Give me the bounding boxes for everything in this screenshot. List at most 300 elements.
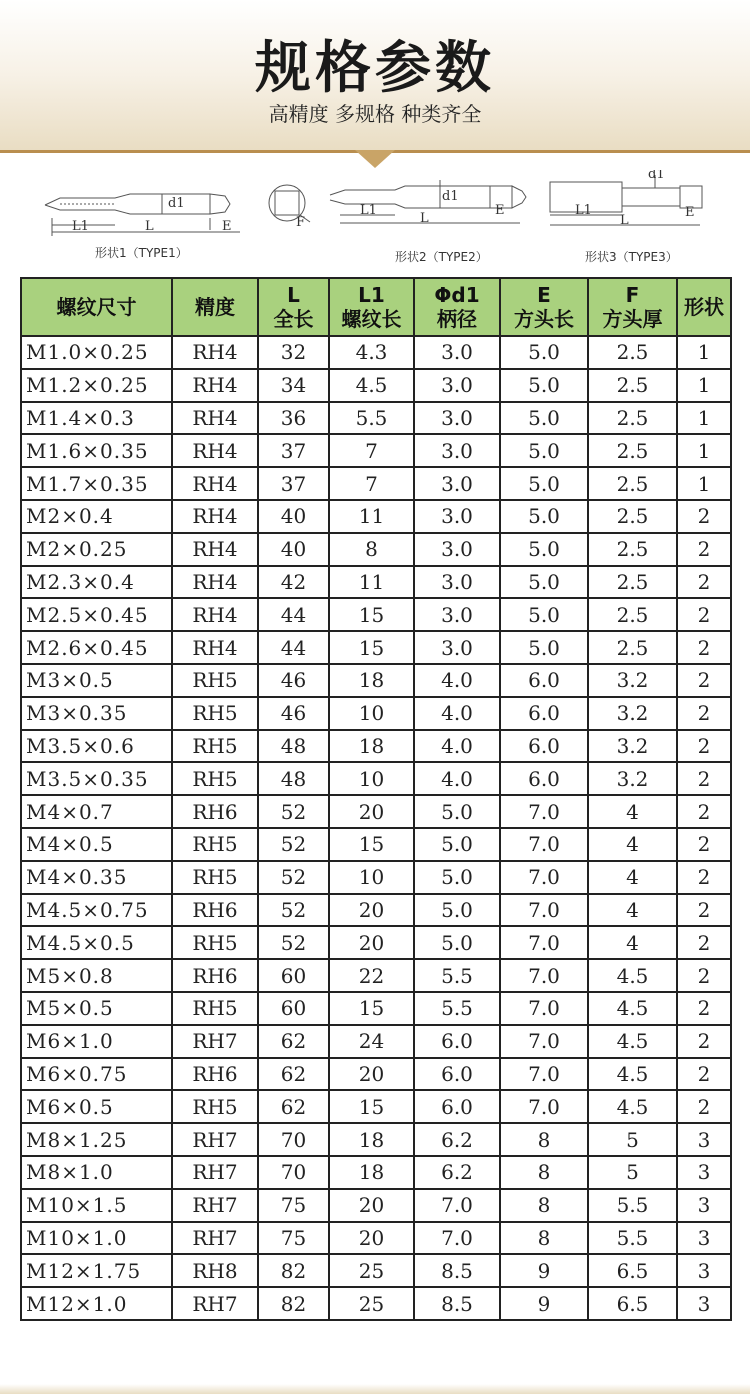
cell-total-length: 82	[258, 1287, 329, 1320]
cell-square-length: 7.0	[500, 861, 588, 894]
cell-square-thickness: 5.5	[588, 1189, 677, 1222]
cell-shape: 2	[677, 1025, 731, 1058]
cell-thread-size: M4×0.35	[21, 861, 172, 894]
cell-thread-length: 20	[329, 1058, 414, 1091]
cell-thread-length: 20	[329, 926, 414, 959]
cell-square-length: 7.0	[500, 992, 588, 1025]
cell-total-length: 60	[258, 959, 329, 992]
cell-square-length: 9	[500, 1287, 588, 1320]
cell-shank-diameter: 7.0	[414, 1189, 500, 1222]
cell-total-length: 48	[258, 762, 329, 795]
table-row	[21, 697, 731, 730]
table-row	[21, 795, 731, 828]
cell-total-length: 75	[258, 1222, 329, 1255]
table-row	[21, 1025, 731, 1058]
cell-precision: RH5	[172, 861, 258, 894]
table-row	[21, 926, 731, 959]
cell-total-length: 44	[258, 631, 329, 664]
cell-total-length: 75	[258, 1189, 329, 1222]
cell-square-length: 7.0	[500, 828, 588, 861]
cell-shank-diameter: 3.0	[414, 598, 500, 631]
cell-shape: 2	[677, 1090, 731, 1123]
cell-total-length: 52	[258, 894, 329, 927]
cell-total-length: 60	[258, 992, 329, 1025]
page-title: 规格参数	[255, 36, 495, 101]
table-row	[21, 598, 731, 631]
cell-shape: 3	[677, 1123, 731, 1156]
cell-precision: RH5	[172, 730, 258, 763]
cell-square-length: 7.0	[500, 894, 588, 927]
cell-shape: 2	[677, 533, 731, 566]
cell-thread-length: 7	[329, 467, 414, 500]
table-row	[21, 1090, 731, 1123]
cell-square-length: 5.0	[500, 500, 588, 533]
cell-shape: 1	[677, 369, 731, 402]
cell-shape: 2	[677, 566, 731, 599]
cell-square-thickness: 4	[588, 894, 677, 927]
cell-thread-size: M8×1.25	[21, 1123, 172, 1156]
cell-shape: 2	[677, 664, 731, 697]
cell-shank-diameter: 3.0	[414, 402, 500, 435]
cell-precision: RH7	[172, 1156, 258, 1189]
cell-shank-diameter: 3.0	[414, 533, 500, 566]
table-row	[21, 861, 731, 894]
cell-shape: 1	[677, 434, 731, 467]
cell-total-length: 44	[258, 598, 329, 631]
cell-shank-diameter: 3.0	[414, 631, 500, 664]
cell-square-length: 5.0	[500, 598, 588, 631]
cell-precision: RH5	[172, 926, 258, 959]
cell-thread-size: M1.4×0.3	[21, 402, 172, 435]
cell-square-thickness: 6.5	[588, 1254, 677, 1287]
cell-precision: RH5	[172, 697, 258, 730]
cell-thread-length: 20	[329, 795, 414, 828]
cell-shank-diameter: 3.0	[414, 566, 500, 599]
header-thread-length: L1 螺纹长	[329, 278, 414, 336]
type2-l1-label: L1	[360, 203, 377, 218]
cell-square-thickness: 3.2	[588, 730, 677, 763]
cell-shank-diameter: 7.0	[414, 1222, 500, 1255]
table-row	[21, 402, 731, 435]
table-header-row	[21, 278, 731, 336]
cell-total-length: 37	[258, 467, 329, 500]
cell-thread-size: M4.5×0.75	[21, 894, 172, 927]
cell-thread-length: 8	[329, 533, 414, 566]
type3-e-label: E	[685, 205, 695, 220]
cell-thread-size: M6×1.0	[21, 1025, 172, 1058]
type1-l1-label: L1	[72, 219, 89, 234]
cell-square-length: 6.0	[500, 664, 588, 697]
cell-total-length: 62	[258, 1090, 329, 1123]
cell-total-length: 70	[258, 1156, 329, 1189]
cell-shape: 2	[677, 959, 731, 992]
table-row	[21, 1156, 731, 1189]
cell-precision: RH7	[172, 1222, 258, 1255]
cell-shape: 2	[677, 500, 731, 533]
cell-thread-size: M1.7×0.35	[21, 467, 172, 500]
cell-square-thickness: 2.5	[588, 467, 677, 500]
cell-thread-length: 11	[329, 500, 414, 533]
cell-square-thickness: 5	[588, 1123, 677, 1156]
cell-shank-diameter: 3.0	[414, 500, 500, 533]
cell-shank-diameter: 6.0	[414, 1025, 500, 1058]
table-row	[21, 336, 731, 369]
cell-square-length: 7.0	[500, 1025, 588, 1058]
cell-square-thickness: 2.5	[588, 434, 677, 467]
cell-square-length: 8	[500, 1189, 588, 1222]
cell-thread-size: M3×0.5	[21, 664, 172, 697]
cell-square-length: 6.0	[500, 762, 588, 795]
table-row	[21, 828, 731, 861]
cell-thread-length: 15	[329, 631, 414, 664]
cell-shank-diameter: 5.0	[414, 795, 500, 828]
cell-shank-diameter: 5.5	[414, 959, 500, 992]
cell-total-length: 37	[258, 434, 329, 467]
cell-thread-size: M4×0.7	[21, 795, 172, 828]
cell-precision: RH4	[172, 598, 258, 631]
cell-square-length: 5.0	[500, 402, 588, 435]
cell-precision: RH5	[172, 664, 258, 697]
cell-shape: 3	[677, 1156, 731, 1189]
type2-caption: 形状2（TYPE2）	[395, 250, 488, 264]
cell-total-length: 32	[258, 336, 329, 369]
header-square-thickness: F 方头厚	[588, 278, 677, 336]
cell-square-thickness: 5.5	[588, 1222, 677, 1255]
cell-thread-length: 10	[329, 697, 414, 730]
header-square-length: E 方头长	[500, 278, 588, 336]
type1-caption: 形状1（TYPE1）	[95, 246, 188, 260]
cell-square-length: 5.0	[500, 369, 588, 402]
cell-thread-size: M1.6×0.35	[21, 434, 172, 467]
table-row	[21, 959, 731, 992]
cell-thread-size: M3×0.35	[21, 697, 172, 730]
tap-diagrams	[0, 170, 750, 270]
cell-square-thickness: 2.5	[588, 369, 677, 402]
cell-shape: 2	[677, 992, 731, 1025]
cell-square-thickness: 4	[588, 828, 677, 861]
bottom-bar	[0, 1384, 750, 1394]
type3-l1-label: L1	[575, 203, 592, 218]
cell-shape: 3	[677, 1189, 731, 1222]
header-shank-diameter: Φd1 柄径	[414, 278, 500, 336]
cell-precision: RH4	[172, 631, 258, 664]
cell-precision: RH4	[172, 533, 258, 566]
cell-thread-size: M5×0.8	[21, 959, 172, 992]
header-precision: 精度	[172, 278, 258, 336]
cell-precision: RH7	[172, 1189, 258, 1222]
cell-shank-diameter: 4.0	[414, 664, 500, 697]
cell-shank-diameter: 4.0	[414, 697, 500, 730]
cell-thread-length: 5.5	[329, 402, 414, 435]
cell-shank-diameter: 6.0	[414, 1090, 500, 1123]
cell-thread-length: 20	[329, 894, 414, 927]
cell-thread-length: 18	[329, 730, 414, 763]
spec-table-body	[21, 336, 731, 1320]
cell-square-thickness: 3.2	[588, 762, 677, 795]
table-row	[21, 500, 731, 533]
cell-total-length: 42	[258, 566, 329, 599]
type3-caption: 形状3（TYPE3）	[585, 250, 678, 264]
cell-total-length: 40	[258, 500, 329, 533]
cell-square-thickness: 2.5	[588, 566, 677, 599]
cell-thread-size: M3.5×0.35	[21, 762, 172, 795]
cell-shank-diameter: 5.0	[414, 894, 500, 927]
table-row	[21, 1254, 731, 1287]
cell-shank-diameter: 3.0	[414, 369, 500, 402]
cell-precision: RH5	[172, 992, 258, 1025]
cell-square-thickness: 2.5	[588, 598, 677, 631]
cell-shank-diameter: 5.0	[414, 828, 500, 861]
type2-l-label: L	[420, 211, 429, 226]
cell-thread-length: 20	[329, 1222, 414, 1255]
cell-thread-length: 15	[329, 598, 414, 631]
cell-square-length: 7.0	[500, 1058, 588, 1091]
cell-thread-length: 15	[329, 992, 414, 1025]
cell-square-length: 6.0	[500, 730, 588, 763]
cell-shape: 3	[677, 1287, 731, 1320]
cell-thread-length: 25	[329, 1254, 414, 1287]
table-row	[21, 533, 731, 566]
table-row	[21, 664, 731, 697]
table-row	[21, 1123, 731, 1156]
cell-thread-size: M2.3×0.4	[21, 566, 172, 599]
cell-shank-diameter: 6.0	[414, 1058, 500, 1091]
cell-thread-size: M2×0.4	[21, 500, 172, 533]
cell-square-thickness: 4	[588, 861, 677, 894]
cell-square-thickness: 2.5	[588, 533, 677, 566]
cell-square-length: 7.0	[500, 959, 588, 992]
type3-d1-label: d1	[648, 170, 665, 182]
cell-shape: 2	[677, 631, 731, 664]
cell-precision: RH4	[172, 336, 258, 369]
type3-l-label: L	[620, 213, 629, 228]
cell-thread-size: M6×0.5	[21, 1090, 172, 1123]
cell-thread-length: 20	[329, 1189, 414, 1222]
cell-shape: 3	[677, 1222, 731, 1255]
cell-square-thickness: 2.5	[588, 500, 677, 533]
cell-square-thickness: 4	[588, 926, 677, 959]
type1-e-label: E	[222, 219, 232, 234]
cell-thread-length: 24	[329, 1025, 414, 1058]
cell-shank-diameter: 8.5	[414, 1254, 500, 1287]
type1-d1-label: d1	[168, 196, 185, 211]
cell-precision: RH4	[172, 434, 258, 467]
table-row	[21, 1189, 731, 1222]
cell-total-length: 52	[258, 926, 329, 959]
cell-shank-diameter: 5.0	[414, 926, 500, 959]
cell-thread-length: 7	[329, 434, 414, 467]
cell-shape: 2	[677, 762, 731, 795]
cell-shank-diameter: 5.5	[414, 992, 500, 1025]
cell-square-length: 7.0	[500, 926, 588, 959]
type1-f-label: F	[296, 215, 306, 230]
cell-shape: 2	[677, 730, 731, 763]
cell-total-length: 34	[258, 369, 329, 402]
cell-shank-diameter: 6.2	[414, 1156, 500, 1189]
cell-square-length: 8	[500, 1222, 588, 1255]
cell-thread-size: M10×1.5	[21, 1189, 172, 1222]
header-notch	[355, 150, 395, 168]
cell-precision: RH6	[172, 894, 258, 927]
cell-shape: 2	[677, 598, 731, 631]
cell-thread-length: 15	[329, 1090, 414, 1123]
cell-precision: RH5	[172, 1090, 258, 1123]
cell-total-length: 82	[258, 1254, 329, 1287]
cell-thread-size: M8×1.0	[21, 1156, 172, 1189]
cell-shank-diameter: 3.0	[414, 336, 500, 369]
cell-thread-size: M4.5×0.5	[21, 926, 172, 959]
type2-d1-label: d1	[442, 189, 459, 204]
cell-thread-size: M10×1.0	[21, 1222, 172, 1255]
cell-square-thickness: 2.5	[588, 402, 677, 435]
cell-thread-length: 25	[329, 1287, 414, 1320]
cell-square-length: 9	[500, 1254, 588, 1287]
table-row	[21, 1222, 731, 1255]
cell-square-length: 7.0	[500, 795, 588, 828]
spec-table	[20, 277, 732, 1321]
cell-shape: 2	[677, 795, 731, 828]
cell-square-length: 8	[500, 1156, 588, 1189]
cell-square-thickness: 3.2	[588, 697, 677, 730]
cell-thread-length: 10	[329, 861, 414, 894]
cell-total-length: 52	[258, 795, 329, 828]
cell-thread-length: 18	[329, 1123, 414, 1156]
cell-thread-length: 22	[329, 959, 414, 992]
cell-precision: RH4	[172, 566, 258, 599]
cell-shank-diameter: 4.0	[414, 730, 500, 763]
table-row	[21, 1058, 731, 1091]
cell-total-length: 52	[258, 861, 329, 894]
cell-shape: 1	[677, 467, 731, 500]
cell-square-thickness: 4.5	[588, 959, 677, 992]
cell-square-thickness: 5	[588, 1156, 677, 1189]
cell-thread-size: M2×0.25	[21, 533, 172, 566]
cell-shape: 1	[677, 336, 731, 369]
cell-thread-size: M12×1.0	[21, 1287, 172, 1320]
header-shape: 形状	[677, 278, 731, 336]
type1-l-label: L	[145, 219, 154, 234]
table-row	[21, 566, 731, 599]
cell-thread-size: M1.0×0.25	[21, 336, 172, 369]
cell-shank-diameter: 3.0	[414, 467, 500, 500]
cell-thread-size: M12×1.75	[21, 1254, 172, 1287]
cell-precision: RH4	[172, 402, 258, 435]
cell-total-length: 52	[258, 828, 329, 861]
page-header	[0, 0, 750, 153]
table-row	[21, 730, 731, 763]
cell-precision: RH4	[172, 467, 258, 500]
cell-shape: 2	[677, 926, 731, 959]
table-row	[21, 992, 731, 1025]
cell-precision: RH6	[172, 1058, 258, 1091]
cell-precision: RH4	[172, 369, 258, 402]
cell-shape: 1	[677, 402, 731, 435]
cell-total-length: 70	[258, 1123, 329, 1156]
cell-total-length: 46	[258, 697, 329, 730]
cell-shape: 2	[677, 894, 731, 927]
cell-square-length: 5.0	[500, 336, 588, 369]
cell-precision: RH5	[172, 762, 258, 795]
cell-shank-diameter: 8.5	[414, 1287, 500, 1320]
cell-thread-length: 15	[329, 828, 414, 861]
type2-e-label: E	[495, 203, 505, 218]
cell-square-thickness: 2.5	[588, 631, 677, 664]
cell-precision: RH7	[172, 1123, 258, 1156]
cell-thread-length: 18	[329, 664, 414, 697]
cell-square-length: 5.0	[500, 533, 588, 566]
cell-total-length: 40	[258, 533, 329, 566]
cell-square-thickness: 3.2	[588, 664, 677, 697]
header-total-length: L 全长	[258, 278, 329, 336]
cell-shank-diameter: 5.0	[414, 861, 500, 894]
cell-thread-size: M5×0.5	[21, 992, 172, 1025]
cell-shank-diameter: 3.0	[414, 434, 500, 467]
cell-square-thickness: 4.5	[588, 1025, 677, 1058]
cell-thread-size: M2.5×0.45	[21, 598, 172, 631]
cell-square-thickness: 6.5	[588, 1287, 677, 1320]
cell-thread-size: M1.2×0.25	[21, 369, 172, 402]
cell-square-length: 5.0	[500, 467, 588, 500]
cell-shank-diameter: 6.2	[414, 1123, 500, 1156]
cell-shape: 3	[677, 1254, 731, 1287]
cell-thread-size: M6×0.75	[21, 1058, 172, 1091]
table-row	[21, 467, 731, 500]
cell-thread-length: 18	[329, 1156, 414, 1189]
cell-shape: 2	[677, 1058, 731, 1091]
cell-precision: RH7	[172, 1025, 258, 1058]
cell-thread-length: 4.3	[329, 336, 414, 369]
cell-thread-size: M4×0.5	[21, 828, 172, 861]
cell-precision: RH6	[172, 959, 258, 992]
cell-total-length: 62	[258, 1058, 329, 1091]
cell-square-length: 6.0	[500, 697, 588, 730]
cell-shape: 2	[677, 828, 731, 861]
cell-square-length: 5.0	[500, 631, 588, 664]
cell-shape: 2	[677, 697, 731, 730]
cell-square-length: 8	[500, 1123, 588, 1156]
cell-thread-length: 4.5	[329, 369, 414, 402]
cell-square-thickness: 4.5	[588, 1090, 677, 1123]
cell-square-length: 5.0	[500, 566, 588, 599]
header-thread-size: 螺纹尺寸	[21, 278, 172, 336]
cell-square-length: 5.0	[500, 434, 588, 467]
cell-precision: RH4	[172, 500, 258, 533]
cell-total-length: 46	[258, 664, 329, 697]
cell-square-thickness: 4	[588, 795, 677, 828]
table-row	[21, 434, 731, 467]
cell-precision: RH5	[172, 828, 258, 861]
page-subtitle: 高精度 多规格 种类齐全	[268, 102, 482, 126]
table-row	[21, 631, 731, 664]
cell-total-length: 48	[258, 730, 329, 763]
cell-shape: 2	[677, 861, 731, 894]
cell-thread-length: 11	[329, 566, 414, 599]
cell-total-length: 36	[258, 402, 329, 435]
cell-total-length: 62	[258, 1025, 329, 1058]
table-row	[21, 894, 731, 927]
table-row	[21, 762, 731, 795]
cell-square-length: 7.0	[500, 1090, 588, 1123]
cell-shank-diameter: 4.0	[414, 762, 500, 795]
cell-thread-length: 10	[329, 762, 414, 795]
cell-square-thickness: 4.5	[588, 992, 677, 1025]
cell-thread-size: M2.6×0.45	[21, 631, 172, 664]
cell-precision: RH7	[172, 1287, 258, 1320]
table-row	[21, 1287, 731, 1320]
table-row	[21, 369, 731, 402]
cell-precision: RH8	[172, 1254, 258, 1287]
cell-thread-size: M3.5×0.6	[21, 730, 172, 763]
